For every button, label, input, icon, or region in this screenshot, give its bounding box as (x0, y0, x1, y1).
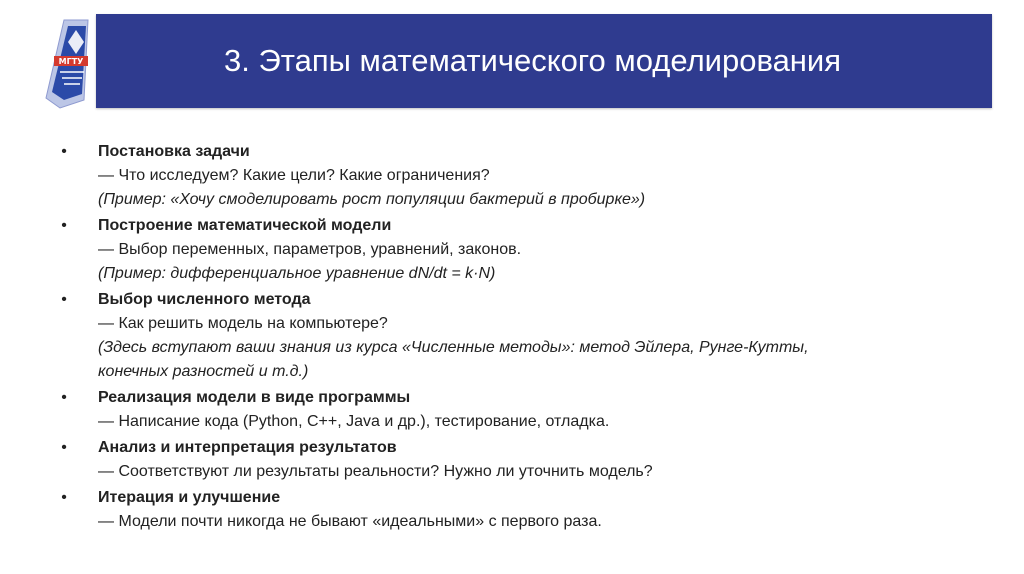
list-item (0, 140, 1024, 212)
item-description: — Как решить модель на компьютере? (98, 315, 388, 332)
item-heading: Выбор численного метода (98, 291, 311, 308)
university-emblem-icon (40, 12, 118, 112)
item-heading: Итерация и улучшение (98, 489, 281, 506)
bullet: • (61, 143, 67, 160)
bullet: • (61, 489, 67, 506)
title-bar (96, 14, 992, 108)
bullet: • (61, 389, 67, 406)
list-item (0, 386, 1024, 434)
logo-text: МГТУ (58, 57, 84, 66)
bullet: • (61, 291, 67, 308)
bullet: • (61, 439, 67, 456)
item-heading: Анализ и интерпретация результатов (98, 439, 397, 456)
item-example: (Пример: «Хочу смоделировать рост популяции бактерий в пробирке») (98, 191, 646, 208)
slide-title: 3. Этапы математического моделирования (224, 43, 842, 78)
item-example-continued: конечных разностей и т.д.) (98, 363, 309, 380)
stages-list (0, 140, 1024, 534)
item-heading: Постановка задачи (98, 143, 250, 160)
bullet: • (61, 217, 67, 234)
item-heading: Реализация модели в виде программы (98, 389, 411, 406)
item-description: — Соответствуют ли результаты реальности? Нужно ли уточнить модель? (98, 463, 653, 480)
list-item (0, 288, 1024, 384)
list-item (0, 436, 1024, 484)
item-example: (Здесь вступают ваши знания из курса «Численные методы»: метод Эйлера, Рунге-Кутты, (98, 339, 809, 356)
item-example: (Пример: дифференциальное уравнение dN/dt = k·N) (98, 265, 496, 282)
list-item (0, 214, 1024, 286)
item-heading: Построение математической модели (98, 217, 392, 234)
item-description: — Что исследуем? Какие цели? Какие ограничения? (98, 167, 490, 184)
item-description: — Написание кода (Python, C++, Java и др.), тестирование, отладка. (98, 413, 610, 430)
item-description: — Выбор переменных, параметров, уравнений, законов. (98, 241, 522, 258)
list-item (0, 486, 1024, 534)
item-description: — Модели почти никогда не бывают «идеальными» с первого раза. (98, 513, 602, 530)
